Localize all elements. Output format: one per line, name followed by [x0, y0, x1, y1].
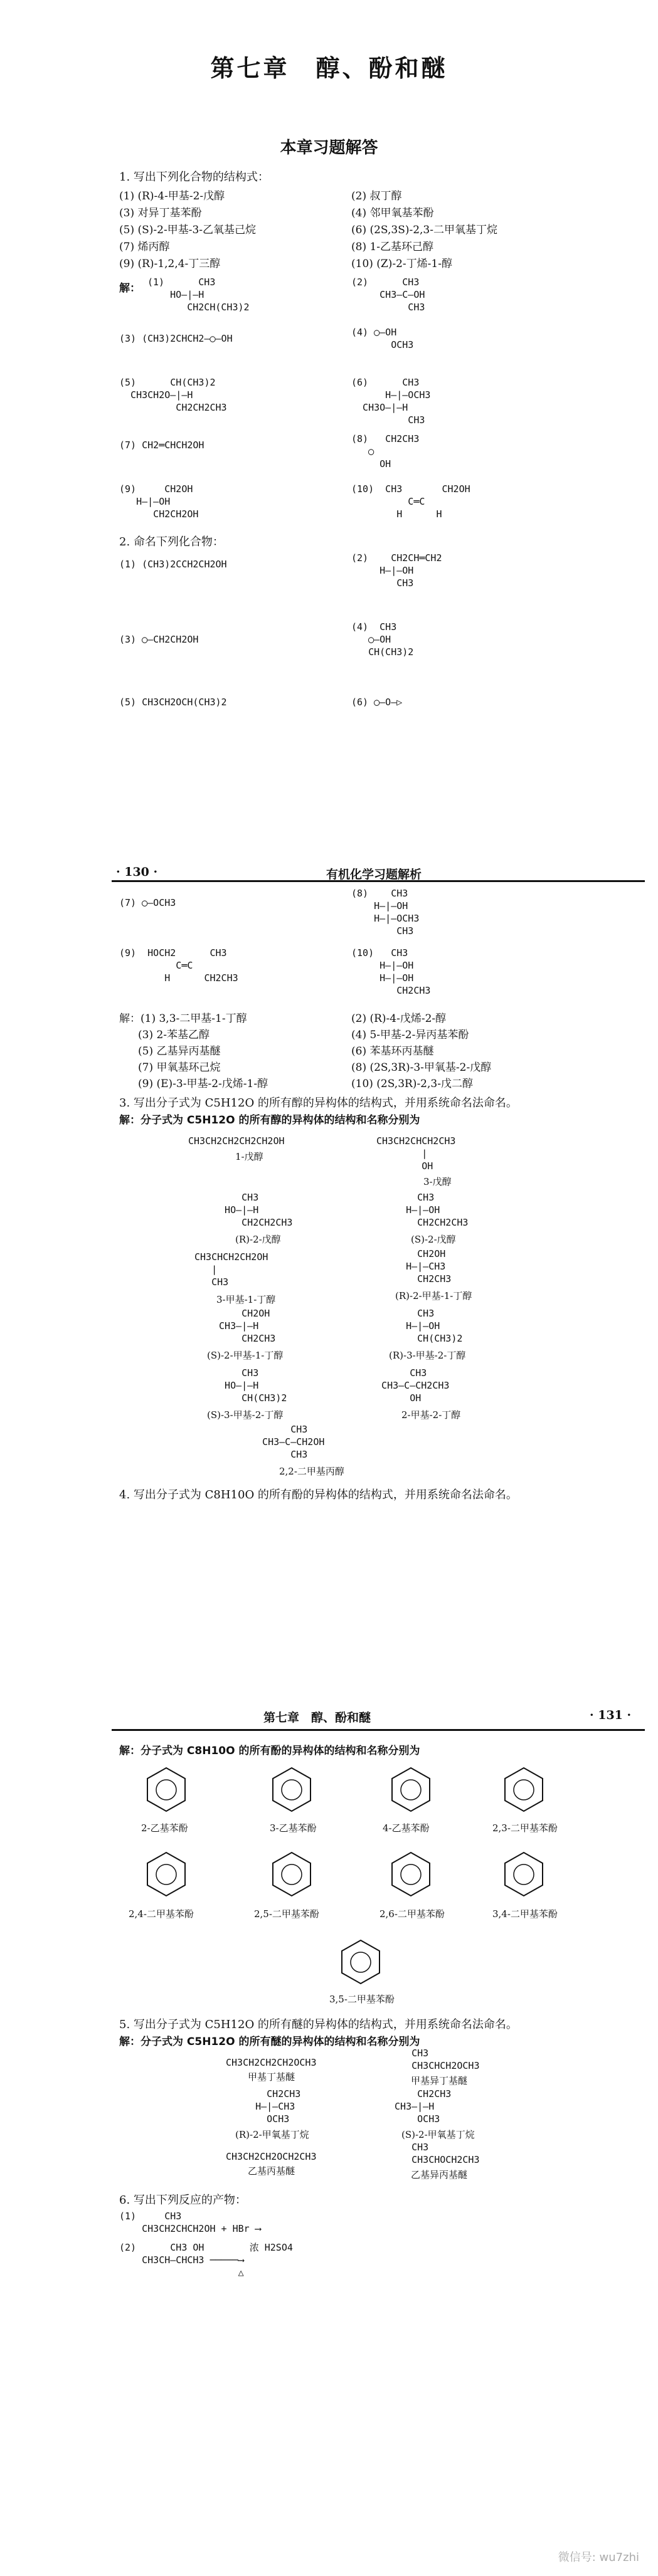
isomer-name: (R)-2-戊醇	[235, 1234, 281, 1245]
structure-formula: (7) CH2═CHCH2OH	[119, 439, 204, 451]
isomer-structure: CH3 H—|—OH CH2CH2CH3	[406, 1192, 469, 1228]
page-number: · 131 ·	[590, 1708, 632, 1722]
page-130	[0, 0, 658, 884]
ether-structure: CH3CH2CH2OCH2CH3	[226, 2151, 317, 2162]
phenol-ring-icon	[144, 1765, 188, 1817]
q2-answer: (2) (R)-4-戊烯-2-醇	[351, 1012, 447, 1025]
phenol-ring-icon	[502, 1849, 546, 1902]
q1-item: (6) (2S,3S)-2,3-二甲氧基丁烷	[351, 224, 497, 236]
isomer-name: 2-甲基-2-丁醇	[401, 1409, 461, 1421]
q1-item: (5) (S)-2-甲基-3-乙氧基己烷	[119, 224, 257, 236]
q4-solution: 解：分子式为 C8H10O 的所有酚的异构体的结构和名称分别为	[119, 1745, 420, 1757]
phenol-name: 4-乙基苯酚	[383, 1822, 430, 1834]
wechat-watermark: 微信号: wu7zhi	[558, 2551, 639, 2564]
q2-answer: (4) 5-甲基-2-异丙基苯酚	[351, 1029, 469, 1041]
phenol-ring-icon	[270, 1849, 314, 1902]
phenol-name: 2,6-二甲基苯酚	[379, 1908, 445, 1920]
question-6-prompt: 6. 写出下列反应的产物：	[119, 2194, 247, 2207]
structure-formula: (8) CH3 H—|—OH H—|—OCH3 CH3	[351, 888, 420, 937]
structure-formula: (8) CH2CH3 ◯ OH	[351, 433, 420, 470]
isomer-structure: CH3CH2CHCH2CH3 | OH	[376, 1135, 456, 1172]
question-1-prompt: 1. 写出下列化合物的结构式：	[119, 171, 269, 184]
phenol-name: 2,4-二甲基苯酚	[129, 1908, 194, 1920]
q3-solution: 解：分子式为 C5H12O 的所有醇的异构体的结构和名称分别为	[119, 1114, 420, 1127]
structure-formula: (1) (CH3)2CCH2CH2OH	[119, 559, 227, 570]
running-title: 第七章 醇、酚和醚	[263, 1711, 371, 1725]
isomer-name: 3-甲基-1-丁醇	[216, 1294, 276, 1305]
structure-formula: (1) CH3 HO—|—H CH2CH(CH3)2	[147, 276, 250, 313]
isomer-structure: CH3 HO—|—H CH(CH3)2	[225, 1367, 287, 1404]
q2-answer: (10) (2S,3R)-2,3-戊二醇	[351, 1078, 473, 1090]
phenol-ring-icon	[339, 1937, 383, 1990]
isomer-name: 3-戊醇	[423, 1176, 452, 1187]
phenol-ring-icon	[270, 1765, 314, 1817]
isomer-structure: CH3CH2CH2CH2CH2OH	[188, 1135, 285, 1147]
structure-formula: (10) CH3 CH2OH C═C H H	[351, 483, 470, 520]
q1-item: (4) 邻甲氧基苯酚	[351, 207, 434, 219]
phenol-name: 2-乙基苯酚	[141, 1822, 188, 1834]
isomer-structure: CH2OH CH3—|—H CH2CH3	[219, 1308, 276, 1344]
structure-formula: (9) CH2OH H—|—OH CH2CH2OH	[119, 483, 199, 520]
question-2-prompt: 2. 命名下列化合物：	[119, 535, 224, 549]
isomer-name: (S)-3-甲基-2-丁醇	[207, 1409, 284, 1421]
ether-structure: CH3 CH3CHOCH2CH3	[411, 2142, 480, 2165]
reaction-formula: (2) CH3 OH 浓 H2SO4 CH3CH—CHCH3 ─────⟶ △	[119, 2242, 293, 2278]
phenol-name: 2,5-二甲基苯酚	[254, 1908, 319, 1920]
header-rule	[112, 1729, 645, 1731]
q1-item: (8) 1-乙基环己醇	[351, 241, 434, 253]
isomer-structure: CH3CHCH2CH2OH | CH3	[194, 1251, 268, 1288]
header-rule	[112, 880, 645, 882]
q2-answer: 解：(1) 3,3-二甲基-1-丁醇	[119, 1012, 247, 1025]
phenol-ring-icon	[389, 1849, 433, 1902]
isomer-name: (R)-2-甲基-1-丁醇	[395, 1290, 472, 1301]
ether-name: (R)-2-甲氧基丁烷	[235, 2129, 309, 2140]
q1-item: (1) (R)-4-甲基-2-戊醇	[119, 190, 225, 202]
ether-name: 甲基异丁基醚	[411, 2075, 468, 2086]
phenol-ring-icon	[389, 1765, 433, 1817]
ether-name: 乙基丙基醚	[248, 2165, 295, 2177]
ether-structure: CH2CH3 H—|—CH3 OCH3	[255, 2088, 301, 2125]
structure-formula: (3) ◯—CH2CH2OH	[119, 634, 199, 645]
page-number: · 130 ·	[116, 865, 158, 879]
q1-item: (2) 叔丁醇	[351, 190, 402, 202]
q2-answer: (9) (E)-3-甲基-2-戊烯-1-醇	[138, 1078, 268, 1090]
structure-formula: (2) CH3 CH3—C—OH CH3	[351, 276, 425, 313]
isomer-structure: CH3 CH3—C—CH2OH CH3	[262, 1424, 325, 1460]
ether-structure: CH3 CH3CHCH2OCH3	[411, 2048, 480, 2071]
structure-formula: (4) ◯—OH OCH3	[351, 327, 414, 350]
structure-formula: (2) CH2CH═CH2 H—|—OH CH3	[351, 552, 442, 589]
q1-item: (9) (R)-1,2,4-丁三醇	[119, 258, 221, 270]
question-3-prompt: 3. 写出分子式为 C5H12O 的所有醇的异构体的结构式，并用系统命名法命名。	[119, 1096, 517, 1110]
ether-name: 甲基丁基醚	[248, 2071, 295, 2083]
question-5-prompt: 5. 写出分子式为 C5H12O 的所有醚的异构体的结构式，并用系统命名法命名。	[119, 2018, 517, 2031]
phenol-name: 3,4-二甲基苯酚	[492, 1908, 558, 1920]
ether-name: (S)-2-甲氧基丁烷	[401, 2129, 475, 2140]
phenol-ring-icon	[502, 1765, 546, 1817]
q2-answer: (8) (2S,3R)-3-甲氧基-2-戊醇	[351, 1061, 492, 1074]
structure-formula: (6) CH3 H—|—OCH3 CH3O—|—H CH3	[351, 377, 431, 426]
isomer-name: (S)-2-戊醇	[411, 1234, 456, 1245]
phenol-ring-icon	[144, 1849, 188, 1902]
q1-item: (3) 对异丁基苯酚	[119, 207, 202, 219]
q2-answer: (5) 乙基异丙基醚	[138, 1045, 221, 1058]
ether-structure: CH2CH3 CH3—|—H OCH3	[395, 2088, 452, 2125]
structure-formula: (7) ◯—OCH3	[119, 897, 176, 908]
phenol-name: 3-乙基苯酚	[270, 1822, 317, 1834]
structure-formula: (5) CH(CH3)2 CH3CH2O—|—H CH2CH2CH3	[119, 377, 227, 413]
page-130-continued	[0, 884, 658, 1574]
ether-structure: CH3CH2CH2CH2OCH3	[226, 2057, 317, 2068]
chapter-title: 第七章 醇、酚和醚	[210, 55, 448, 82]
q1-item: (10) (Z)-2-丁烯-1-醇	[351, 258, 452, 270]
structure-formula: (6) ◯—O—▷	[351, 697, 403, 708]
phenol-name: 2,3-二甲基苯酚	[492, 1822, 558, 1834]
isomer-structure: CH3 HO—|—H CH2CH2CH3	[225, 1192, 293, 1228]
answer-label: 解：	[119, 282, 141, 295]
question-4-prompt: 4. 写出分子式为 C8H10O 的所有酚的异构体的结构式，并用系统命名法命名。	[119, 1488, 517, 1501]
structure-formula: (9) HOCH2 CH3 C═C H CH2CH3	[119, 947, 238, 984]
section-title: 本章习题解答	[280, 139, 378, 157]
q1-item: (7) 烯丙醇	[119, 241, 170, 253]
q2-answer: (3) 2-苯基乙醇	[138, 1029, 210, 1041]
isomer-structure: CH3 H—|—OH CH(CH3)2	[406, 1308, 463, 1344]
isomer-name: 1-戊醇	[235, 1151, 263, 1162]
isomer-name: (R)-3-甲基-2-丁醇	[389, 1350, 466, 1361]
isomer-structure: CH2OH H—|—CH3 CH2CH3	[406, 1248, 452, 1285]
q2-answer: (6) 苯基环丙基醚	[351, 1045, 434, 1058]
q2-answer: (7) 甲氧基环己烷	[138, 1061, 221, 1074]
isomer-structure: CH3 CH3—C—CH2CH3 OH	[381, 1367, 450, 1404]
reaction-formula: (1) CH3 CH3CH2CHCH2OH + HBr ⟶	[119, 2211, 261, 2234]
running-title: 有机化学习题解析	[326, 868, 422, 881]
q5-solution: 解：分子式为 C5H12O 的所有醚的异构体的结构和名称分别为	[119, 2036, 420, 2048]
structure-formula: (4) CH3 ◯—OH CH(CH3)2	[351, 621, 414, 658]
page-131	[0, 1574, 658, 2576]
phenol-name: 3,5-二甲基苯酚	[329, 1994, 395, 2005]
structure-formula: (3) (CH3)2CHCH2—◯—OH	[119, 333, 233, 344]
structure-formula: (5) CH3CH2OCH(CH3)2	[119, 697, 227, 708]
isomer-name: (S)-2-甲基-1-丁醇	[207, 1350, 284, 1361]
ether-name: 乙基异丙基醚	[411, 2169, 468, 2180]
structure-formula: (10) CH3 H—|—OH H—|—OH CH2CH3	[351, 947, 431, 996]
isomer-name: 2,2-二甲基丙醇	[279, 1466, 344, 1477]
